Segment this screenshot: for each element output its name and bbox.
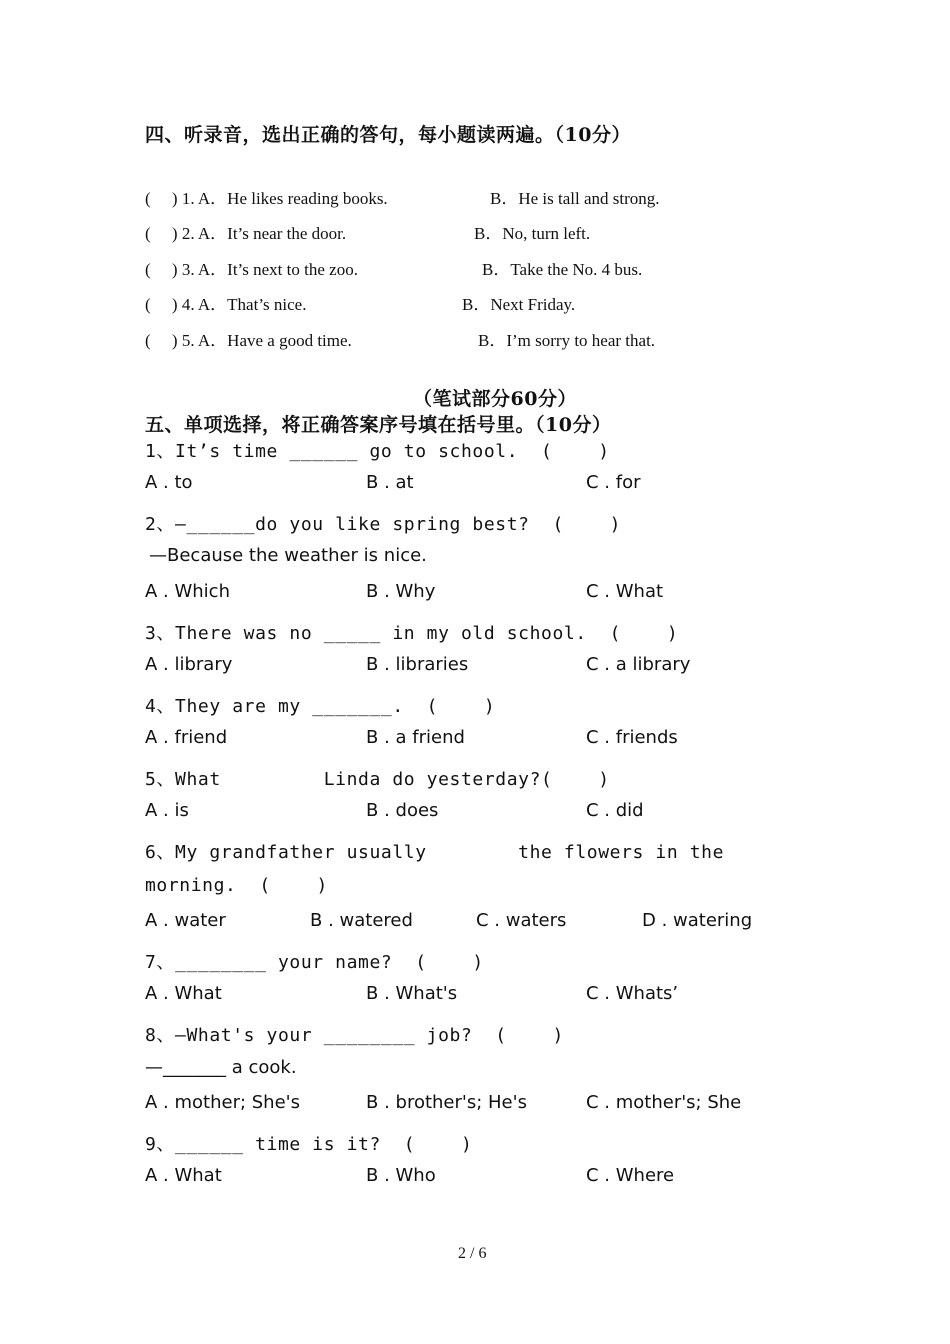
question-8-answer-line: —_______ a cook. [145, 1057, 297, 1078]
question-4-option-b: B . a friend [366, 727, 465, 748]
question-6-stem-continued: morning. ( ) [145, 875, 328, 896]
question-9-option-c: C . Where [586, 1165, 675, 1186]
section4-title: 四、听录音，选出正确的答句，每小题读两遍。（10分） [145, 124, 631, 146]
listening-item-5: ( ) 5. A．Have a good time. [145, 331, 352, 350]
question-2-option-a: A . Which [145, 581, 230, 602]
question-7-option-c: C . Whats’ [586, 983, 679, 1004]
question-6-option-c: C . waters [476, 910, 567, 931]
question-4-option-c: C . friends [586, 727, 678, 748]
listening-item-5-option-b: B．I’m sorry to hear that. [478, 331, 656, 350]
question-9-stem: 9、______ time is it? ( ) [145, 1134, 473, 1155]
listening-item-3: ( ) 3. A．It’s next to the zoo. [145, 260, 358, 279]
question-3-stem: 3、There was no _____ in my old school. ( ) [145, 623, 679, 644]
question-3-option-a: A . library [145, 654, 233, 675]
question-8-option-b: B . brother's; He's [366, 1092, 527, 1113]
question-9-option-a: A . What [145, 1165, 222, 1186]
question-6-stem: 6、My grandfather usually the flowers in the [145, 842, 725, 863]
question-2-option-c: C . What [586, 581, 664, 602]
question-1-stem: 1、It’s time ______ go to school. ( ) [145, 441, 610, 462]
listening-item-1: ( ) 1. A．He likes reading books. [145, 189, 388, 208]
listening-item-2-option-b: B．No, turn left. [474, 224, 591, 243]
question-8-option-c: C . mother's; She [586, 1092, 742, 1113]
question-1-option-b: B . at [366, 472, 414, 493]
question-4-stem: 4、They are my _______. ( ) [145, 696, 496, 717]
question-1-option-c: C . for [586, 472, 641, 493]
section5-title: 五、单项选择，将正确答案序号填在括号里。（10分） [145, 414, 612, 436]
question-3-option-b: B . libraries [366, 654, 469, 675]
listening-item-3-option-b: B．Take the No. 4 bus. [482, 260, 643, 279]
written-part-heading: （笔试部分60分） [413, 388, 577, 410]
listening-item-1-option-b: B．He is tall and strong. [490, 189, 660, 208]
question-2-stem: 2、—______do you like spring best? ( ) [145, 514, 622, 535]
question-7-option-b: B . What's [366, 983, 458, 1004]
question-8-stem: 8、—What's your ________ job? ( ) [145, 1025, 564, 1046]
question-7-stem: 7、________ your name? ( ) [145, 952, 484, 973]
question-5-option-a: A . is [145, 800, 189, 821]
question-4-option-a: A . friend [145, 727, 228, 748]
question-5-option-b: B . does [366, 800, 439, 821]
question-2-answer-line: —Because the weather is nice. [149, 545, 427, 566]
listening-item-4-option-b: B．Next Friday. [462, 295, 576, 314]
question-8-option-a: A . mother; She's [145, 1092, 300, 1113]
question-7-option-a: A . What [145, 983, 222, 1004]
question-5-option-c: C . did [586, 800, 644, 821]
question-1-option-a: A . to [145, 472, 193, 493]
question-6-option-d: D . watering [642, 910, 753, 931]
question-9-option-b: B . Who [366, 1165, 436, 1186]
question-6-option-b: B . watered [310, 910, 413, 931]
question-6-option-a: A . water [145, 910, 226, 931]
question-2-option-b: B . Why [366, 581, 436, 602]
listening-item-2: ( ) 2. A．It’s near the door. [145, 224, 347, 243]
page-number: 2 / 6 [458, 1245, 487, 1262]
listening-item-4: ( ) 4. A．That’s nice. [145, 295, 307, 314]
question-3-option-c: C . a library [586, 654, 691, 675]
question-5-stem: 5、What Linda do yesterday?( ) [145, 769, 610, 790]
